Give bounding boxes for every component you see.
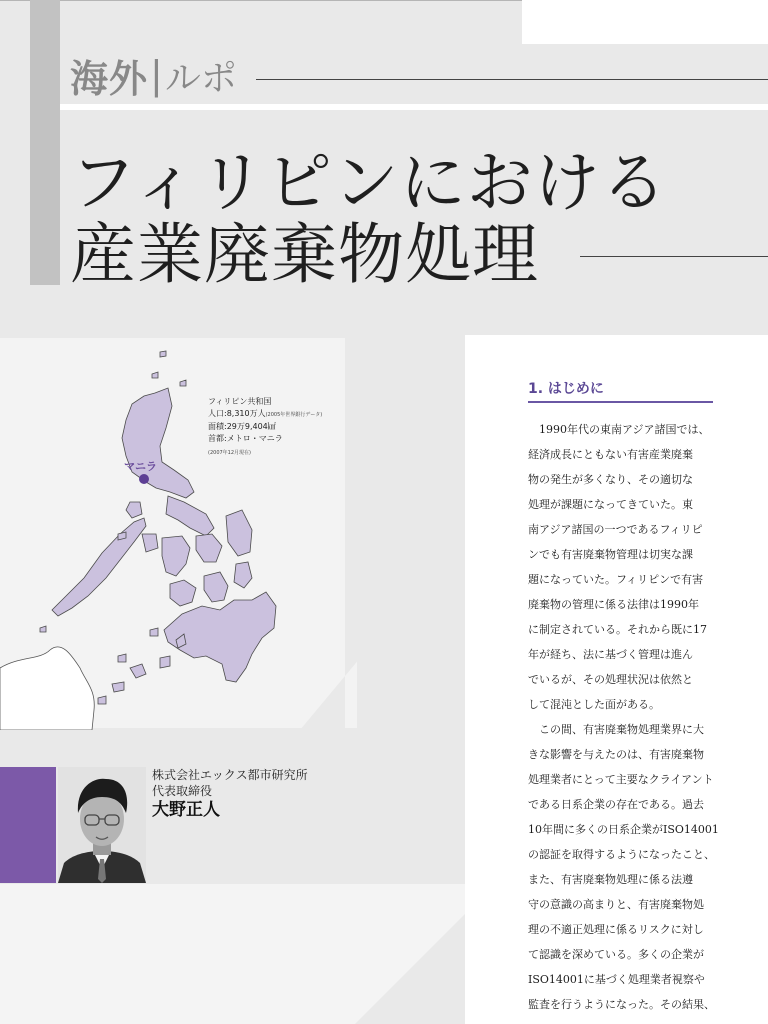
author-photo <box>58 767 146 883</box>
author-accent-bar <box>0 767 56 883</box>
text-line: 題になっていた。フィリピンで有害 <box>528 573 704 586</box>
text-line: でいるが、その処理状況は依然と <box>528 673 693 686</box>
header-side-bar <box>30 0 60 285</box>
info-capital: 首都:メトロ・マニラ <box>208 434 283 443</box>
text-line: 1990年代の東南アジア諸国では、 <box>528 423 710 436</box>
bottom-panel <box>0 884 470 1024</box>
text-line: きな影響を与えたのは、有害廃棄物 <box>528 748 704 761</box>
info-country: フィリピン共和国 <box>208 397 272 406</box>
info-date: (2007年12月現在) <box>208 450 251 456</box>
text-line: 監査を行うようになった。その結果、 <box>528 998 715 1011</box>
paragraph-1 <box>528 417 719 1017</box>
text-line: である日系企業の存在である。過去 <box>528 798 704 811</box>
text-line: また、有害廃棄物処理に係る法遵 <box>528 873 693 886</box>
series-rule <box>256 79 768 80</box>
text-line: 年が経ち、法に基づく管理は進ん <box>528 648 693 661</box>
article-title-line1: フィリピンにおける <box>70 144 668 221</box>
text-line: 理の不適正処理に係るリスクに対し <box>528 923 704 936</box>
text-line: ISO14001に基づく処理業者視察や <box>528 973 705 986</box>
text-line: 処理業者にとって主要なクライアント <box>528 773 714 786</box>
country-info <box>208 396 322 459</box>
manila-marker <box>139 474 149 484</box>
series-main: 海外 <box>70 56 149 101</box>
text-line: 廃棄物の管理に係る法律は1990年 <box>528 598 699 611</box>
header-band <box>60 104 768 110</box>
info-area: 面積:29万9,404㎢ <box>208 422 276 431</box>
text-line: に制定されている。それから既に17 <box>528 623 707 636</box>
top-right-panel <box>522 0 768 44</box>
text-line: ンでも有害廃棄物管理は切実な課 <box>528 548 693 561</box>
title-rule <box>580 256 768 257</box>
text-line: 経済成長にともない有害産業廃棄 <box>528 448 693 461</box>
text-line: の認証を取得するようになったこと、 <box>528 848 715 861</box>
author-name: 大野正人 <box>152 800 220 820</box>
author-block <box>152 767 308 821</box>
text-line: この間、有害廃棄物処理業界に大 <box>528 723 704 736</box>
series-divider: | <box>150 53 163 97</box>
text-line: して混沌とした面がある。 <box>528 698 660 711</box>
map-coastline <box>0 647 94 730</box>
info-population-source: (2005年世界銀行データ) <box>265 412 323 418</box>
map-city-label: マニラ <box>124 460 157 473</box>
text-line: 南アジア諸国の一つであるフィリピ <box>528 523 703 536</box>
article-title-line2: 産業廃棄物処理 <box>70 216 539 293</box>
text-line: 処理が課題になってきていた。東 <box>528 498 693 511</box>
series-sub: ルポ <box>164 57 237 99</box>
text-line: 10年間に多くの日系企業がISO14001 <box>528 823 719 836</box>
info-population: 人口:8,310万人 <box>208 409 266 418</box>
series-label <box>70 50 237 100</box>
text-line: 守の意識の高まりと、有害廃棄物処 <box>528 898 704 911</box>
text-line: 物の発生が多くなり、その適切な <box>528 473 693 486</box>
text-line: て認識を深めている。多くの企業が <box>528 948 704 961</box>
author-company: 株式会社エックス都市研究所 <box>152 768 308 782</box>
section-heading: 1. はじめに <box>528 378 713 403</box>
author-role: 代表取締役 <box>152 784 213 798</box>
article-column <box>528 378 719 1017</box>
